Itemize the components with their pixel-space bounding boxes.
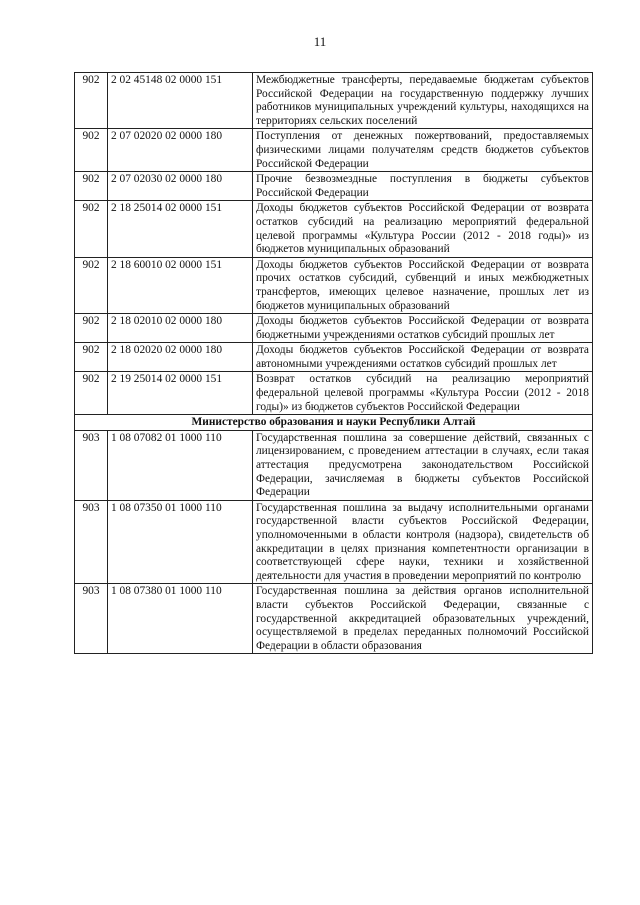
admin-code-cell: 902 — [75, 129, 108, 172]
section-header-row — [75, 415, 593, 431]
admin-code-cell: 903 — [75, 584, 108, 654]
table-row — [75, 372, 593, 415]
description-cell: Межбюджетные трансферты, передаваемые бюджетам субъектов Российской Федерации на государственную поддержку лучших работников муниципальных учреждений культуры, находящихся на территориях сельских поселений — [253, 73, 593, 129]
admin-code-cell: 903 — [75, 430, 108, 500]
admin-code-cell: 902 — [75, 257, 108, 313]
admin-code-cell: 902 — [75, 73, 108, 129]
budget-code-cell: 1 08 07350 01 1000 110 — [108, 500, 253, 584]
admin-code-cell: 903 — [75, 500, 108, 584]
description-cell: Доходы бюджетов субъектов Российской Федерации от возврата автономными учреждениями остатков субсидий прошлых лет — [253, 343, 593, 372]
budget-code-cell: 2 18 60010 02 0000 151 — [108, 257, 253, 313]
description-cell: Прочие безвозмездные поступления в бюджеты субъектов Российской Федерации — [253, 172, 593, 201]
description-cell: Государственная пошлина за совершение действий, связанных с лицензированием, с проведением аттестации в случаях, если такая аттестация предусмотрена законодательством Российской Федерации, зачисляемая в бюджеты субъектов Российской Федерации — [253, 430, 593, 500]
budget-code-cell: 2 18 25014 02 0000 151 — [108, 201, 253, 257]
budget-code-cell: 2 07 02020 02 0000 180 — [108, 129, 253, 172]
table-row — [75, 201, 593, 257]
table-row — [75, 500, 593, 584]
description-cell: Доходы бюджетов субъектов Российской Федерации от возврата остатков субсидий на реализацию мероприятий федеральной целевой программы «Культура России (2012 - 2018 годы)» из бюджетов муниципальных образований — [253, 201, 593, 257]
description-cell: Поступления от денежных пожертвований, предоставляемых физическими лицами получателям средств бюджетов субъектов Российской Федерации — [253, 129, 593, 172]
budget-code-cell: 2 18 02020 02 0000 180 — [108, 343, 253, 372]
admin-code-cell: 902 — [75, 343, 108, 372]
table-row — [75, 584, 593, 654]
revenue-codes-table — [74, 72, 593, 654]
budget-code-cell: 2 02 45148 02 0000 151 — [108, 73, 253, 129]
budget-code-cell: 2 19 25014 02 0000 151 — [108, 372, 253, 415]
table-row — [75, 430, 593, 500]
description-cell: Государственная пошлина за выдачу исполнительными органами государственной власти субъектов Российской Федерации, уполномоченными в области контроля (надзора), свидетельств об аккредитации в целях признания компетентности организации в соответствующей сфере науки, техники и хозяйственной деятельности для участия в проведении мероприятий по контролю — [253, 500, 593, 584]
page-number: 11 — [313, 34, 327, 49]
admin-code-cell: 902 — [75, 314, 108, 343]
section-title: Министерство образования и науки Республики Алтай — [75, 415, 593, 431]
admin-code-cell: 902 — [75, 172, 108, 201]
budget-code-cell: 1 08 07082 01 1000 110 — [108, 430, 253, 500]
table-row — [75, 172, 593, 201]
budget-code-cell: 2 18 02010 02 0000 180 — [108, 314, 253, 343]
admin-code-cell: 902 — [75, 201, 108, 257]
table-row — [75, 129, 593, 172]
budget-code-cell: 1 08 07380 01 1000 110 — [108, 584, 253, 654]
description-cell: Доходы бюджетов субъектов Российской Федерации от возврата прочих остатков субсидий, субвенций и иных межбюджетных трансфертов, имеющих целевое назначение, прошлых лет из бюджетов муниципальных образований — [253, 257, 593, 313]
table-row — [75, 257, 593, 313]
description-cell: Доходы бюджетов субъектов Российской Федерации от возврата бюджетными учреждениями остатков субсидий прошлых лет — [253, 314, 593, 343]
table-row — [75, 343, 593, 372]
table-row — [75, 314, 593, 343]
budget-code-cell: 2 07 02030 02 0000 180 — [108, 172, 253, 201]
admin-code-cell: 902 — [75, 372, 108, 415]
description-cell: Государственная пошлина за действия органов исполнительной власти субъектов Российской Федерации, связанные с государственной аккредитацией образовательных учреждений, осуществляемой в пределах переданных полномочий Российской Федерации в области образования — [253, 584, 593, 654]
description-cell: Возврат остатков субсидий на реализацию мероприятий федеральной целевой программы «Культура России (2012 - 2018 годы)» из бюджетов субъектов Российской Федерации — [253, 372, 593, 415]
table-row — [75, 73, 593, 129]
